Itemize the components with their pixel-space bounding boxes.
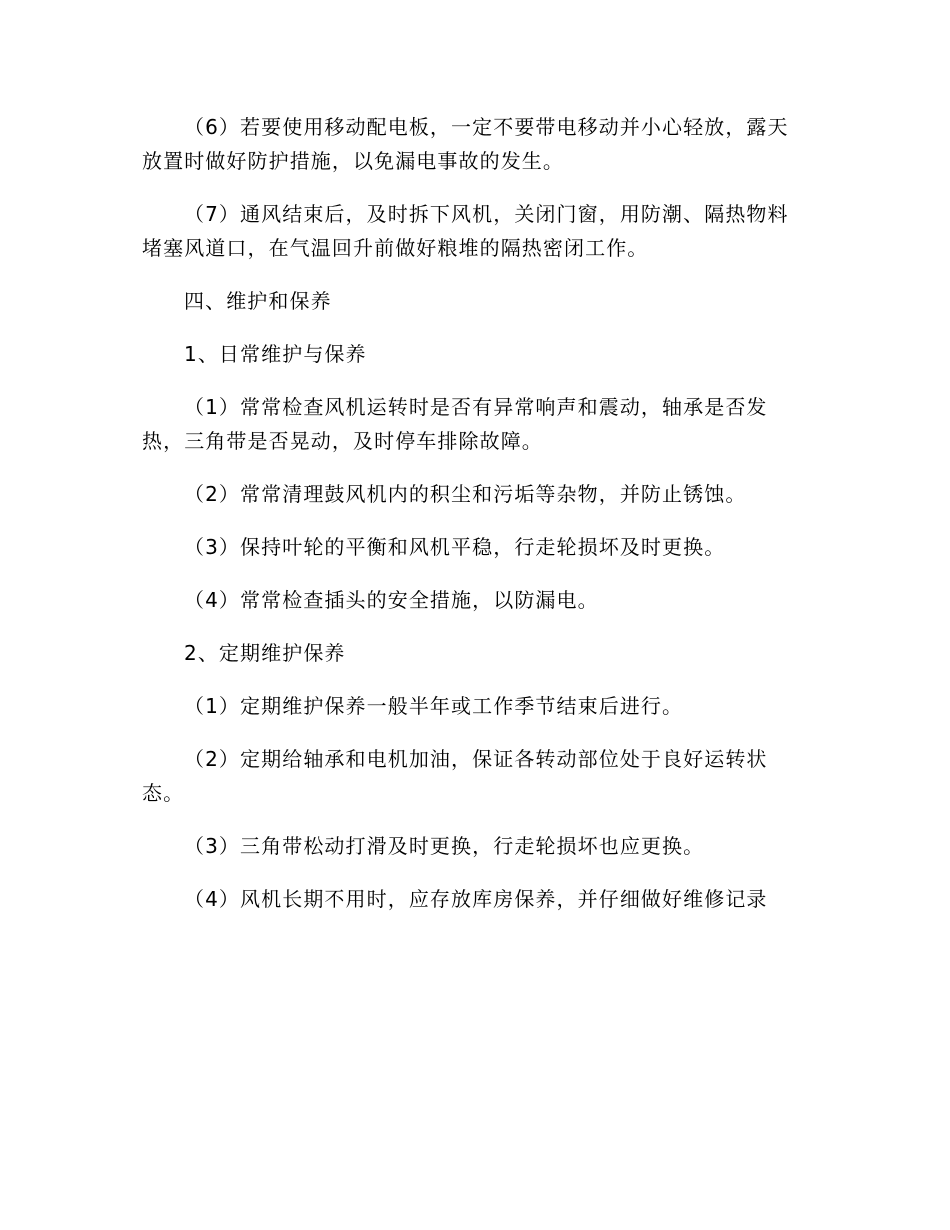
section-heading-maintenance: 四、维护和保养 [184, 289, 332, 313]
subsection-heading-periodic-maintenance: 2、定期维护保养 [184, 641, 346, 665]
paragraph-item-6-mobile-panel: （6）若要使用移动配电板，一定不要带电移动并小心轻放，露天放置时做好防护措施，以免漏电事故的发生。 [142, 115, 789, 173]
paragraph-daily-2: （2）常常清理鼓风机内的积尘和污垢等杂物，并防止锈蚀。 [184, 482, 747, 506]
paragraph-periodic-2: （2）定期给轴承和电机加油，保证各转动部位处于良好运转状态。 [142, 747, 768, 805]
paragraph-periodic-4: （4）风机长期不用时，应存放库房保养，并仔细做好维修记录 [184, 887, 768, 911]
paragraph-item-7-ventilation-end: （7）通风结束后，及时拆下风机，关闭门窗，用防潮、隔热物料堵塞风道口，在气温回升前做好粮堆的隔热密闭工作。 [142, 202, 789, 260]
paragraph-daily-3: （3）保持叶轮的平衡和风机平稳，行走轮损坏及时更换。 [184, 535, 726, 559]
subsection-heading-daily-maintenance: 1、日常维护与保养 [184, 342, 367, 366]
paragraph-daily-1: （1）常常检查风机运转时是否有异常响声和震动，轴承是否发热，三角带是否晃动，及时停车排除故障。 [142, 395, 768, 453]
paragraph-periodic-3: （3）三角带松动打滑及时更换，行走轮损坏也应更换。 [184, 834, 705, 858]
document-body [142, 110, 808, 935]
paragraph-daily-4: （4）常常检查插头的安全措施，以防漏电。 [184, 588, 599, 612]
paragraph-periodic-1: （1）定期维护保养一般半年或工作季节结束后进行。 [184, 694, 684, 718]
